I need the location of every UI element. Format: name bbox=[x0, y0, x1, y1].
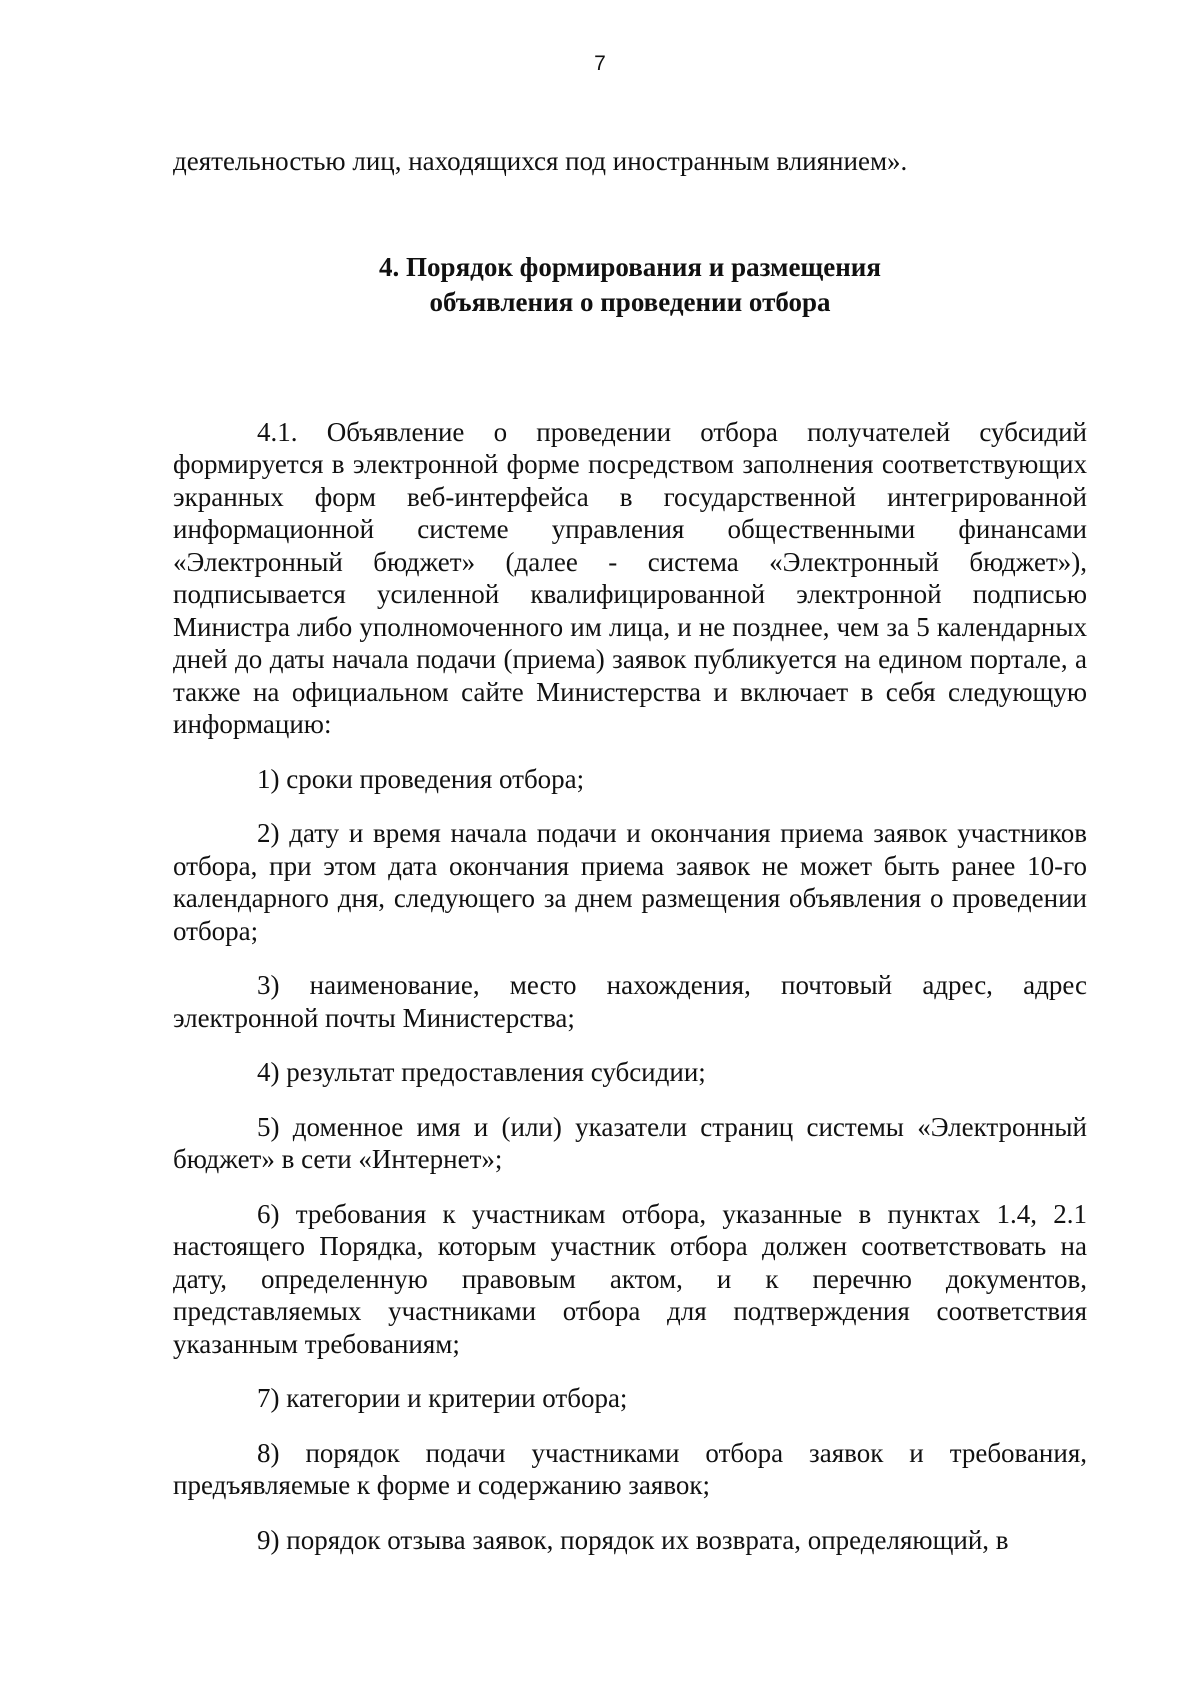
list-item-5: 5) доменное имя и (или) указатели страниц системы «Электронный бюджет» в сети «Интернет»; bbox=[173, 1111, 1087, 1174]
list-item-1: 1) сроки проведения отбора; bbox=[257, 763, 585, 794]
section-heading bbox=[173, 250, 1087, 320]
list-item-7: 7) категории и критерии отбора; bbox=[257, 1383, 628, 1413]
intro-paragraph: деятельностью лиц, находящихся под иностранным влиянием». bbox=[173, 146, 908, 176]
list-item-4: 4) результат предоставления субсидии; bbox=[257, 1057, 706, 1087]
page-content bbox=[173, 145, 1087, 1556]
paragraph-4-1: 4.1. Объявление о проведении отбора получателей субсидий формируется в электронной форме посредством заполнения соответствующих экранных форм веб-интерфейса в государственной интегрированной информационной системе управления общественными финансами «Электронный бюджет» (далее - система «Электронный бюджет»), подписывается усиленной квалифицированной электронной подписью Министра либо уполномоченного им лица, и не позднее, чем за 5 календарных дней до даты начала подачи (приема) заявок публикуется на едином портале, а также на официальном сайте Министерства и включает в себя следующую информацию: bbox=[173, 416, 1087, 739]
list-item-3: 3) наименование, место нахождения, почтовый адрес, адрес электронной почты Министерства; bbox=[173, 970, 1087, 1033]
section-heading-line-2: объявления о проведении отбора bbox=[429, 286, 831, 317]
list-item-6: 6) требования к участникам отбора, указанные в пунктах 1.4, 2.1 настоящего Порядка, которым участник отбора должен соответствовать на дату, определенную правовым актом, и к перечню документов, представляемых участниками отбора для подтверждения соответствия указанным требованиям; bbox=[173, 1198, 1087, 1359]
list-item-9: 9) порядок отзыва заявок, порядок их возврата, определяющий, в bbox=[257, 1524, 1009, 1555]
page-number: 7 bbox=[594, 52, 606, 75]
section-heading-line-1: 4. Порядок формирования и размещения bbox=[379, 251, 881, 282]
list-item-8: 8) порядок подачи участниками отбора заявок и требования, предъявляемые к форме и содержанию заявок; bbox=[173, 1437, 1087, 1500]
list-item-2: 2) дату и время начала подачи и окончания приема заявок участников отбора, при этом дата окончания приема заявок не может быть ранее 10-го календарного дня, следующего за днем размещения объявления о проведении отбора; bbox=[173, 818, 1087, 946]
